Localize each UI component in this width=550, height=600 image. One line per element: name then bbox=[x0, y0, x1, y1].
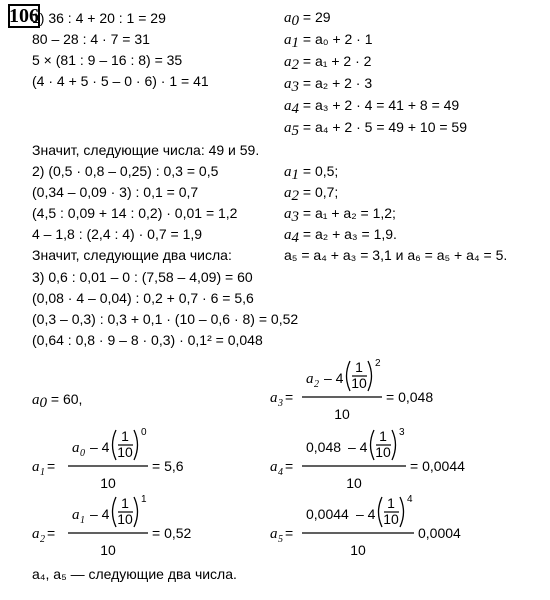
part2-conclusion: Значит, следующие два числа: bbox=[32, 247, 232, 263]
part3-line-2: (0,08 · 4 – 0,04) : 0,2 + 0,7 · 6 = 5,6 bbox=[32, 290, 254, 306]
left-paren bbox=[113, 430, 117, 460]
part1-conclusion: Значит, следующие числа: 49 и 59. bbox=[32, 142, 260, 158]
part3-line-3: (0,3 – 0,3) : 0,3 + 0,1 · (10 – 0,6 · 8) = 0,52 bbox=[32, 311, 299, 327]
part2-seq-2: $a_2 = 0,7$; bbox=[284, 184, 339, 204]
fraction-equals: = bbox=[47, 525, 56, 541]
inner-numerator: 1 bbox=[355, 359, 363, 375]
part2-conclusion-right: a₅ = a₄ + a₃ = 3,1 и a₆ = a₅ + a₄ = 5. bbox=[284, 247, 508, 263]
main-denominator: 10 bbox=[350, 542, 366, 558]
part1-seq-1: $a_1 = a_0 + 2 \cdot 1$ bbox=[284, 31, 373, 51]
part1-seq-2: $a_2 = a_1 + 2 \cdot 2$ bbox=[284, 53, 372, 73]
part1-line-4: (4 · 4 + 5 · 5 – 0 · 6) · 1 = 41 bbox=[32, 73, 209, 89]
part1-seq-3: $a_3 = a_2 + 2 \cdot 3$ bbox=[284, 75, 373, 95]
fraction-lhs-var: a bbox=[270, 526, 278, 542]
right-paren bbox=[134, 430, 138, 460]
fraction-equals: = bbox=[285, 525, 294, 541]
power-exponent: 1 bbox=[141, 494, 147, 505]
fraction-equals: = bbox=[285, 389, 294, 405]
fraction-lhs-index: 5 bbox=[278, 534, 283, 545]
numerator-var: a bbox=[72, 507, 80, 523]
part1-line-3: 5 × (81 : 9 – 16 : 8) = 35 bbox=[32, 52, 183, 68]
numerator-index: 0 bbox=[80, 448, 85, 459]
fraction-equals: = bbox=[47, 458, 56, 474]
fraction-lhs-var: a bbox=[270, 459, 278, 475]
inner-denominator: 10 bbox=[351, 375, 367, 391]
numerator-value: 0,048 bbox=[306, 439, 342, 455]
power-exponent: 3 bbox=[399, 427, 405, 438]
left-paren bbox=[379, 497, 383, 527]
part1-line-2: 80 – 28 : 4 · 7 = 31 bbox=[32, 31, 150, 47]
numerator-minus-four: – 4 bbox=[90, 439, 110, 455]
fraction-lhs-index: 3 bbox=[278, 398, 283, 409]
numerator-var: a bbox=[306, 371, 314, 387]
numerator-index: 2 bbox=[314, 379, 319, 390]
right-paren bbox=[368, 361, 372, 391]
left-paren bbox=[347, 361, 351, 391]
part3-line-4: (0,64 : 0,8 · 9 – 8 · 0,3) · 0,1² = 0,048 bbox=[32, 332, 263, 348]
fraction-result: = 0,0044 bbox=[410, 458, 465, 474]
fraction-lhs-var: a bbox=[270, 390, 278, 406]
left-paren bbox=[371, 430, 375, 460]
part2-line-4: 4 – 1,8 : (2,4 : 4) · 0,7 = 1,9 bbox=[32, 226, 203, 242]
inner-numerator: 1 bbox=[121, 495, 129, 511]
right-paren bbox=[134, 497, 138, 527]
main-denominator: 10 bbox=[334, 406, 350, 422]
part2-seq-4: $a_4 = a_2 + a_3 = 1,9$. bbox=[284, 226, 397, 246]
right-paren bbox=[392, 430, 396, 460]
part1-seq-0: $a_0 = 29$ bbox=[284, 9, 331, 29]
inner-denominator: 10 bbox=[117, 511, 133, 527]
numerator-var: a bbox=[72, 440, 80, 456]
part2-line-1: 2) (0,5 · 0,8 – 0,25) : 0,3 = 0,5 bbox=[32, 163, 219, 179]
fraction-result: 0,0004 bbox=[418, 525, 461, 541]
main-denominator: 10 bbox=[346, 475, 362, 491]
part3-a0: $a_0 = 60$, bbox=[32, 391, 83, 411]
part3-line-1: 3) 0,6 : 0,01 – 0 : (7,58 – 4,09) = 60 bbox=[32, 269, 253, 285]
power-exponent: 2 bbox=[375, 358, 381, 369]
left-paren bbox=[113, 497, 117, 527]
inner-denominator: 10 bbox=[383, 511, 399, 527]
part2-seq-3: $a_3 = a_1 + a_2 = 1,2$; bbox=[284, 205, 396, 225]
fraction-lhs-var: a bbox=[32, 459, 40, 475]
part2-line-3: (4,5 : 0,09 + 14 : 0,2) · 0,01 = 1,2 bbox=[32, 205, 238, 221]
numerator-minus-four: – 4 bbox=[90, 506, 110, 522]
inner-numerator: 1 bbox=[387, 495, 395, 511]
fraction-result: = 0,52 bbox=[152, 525, 192, 541]
part2-line-2: (0,34 – 0,09 · 3) : 0,1 = 0,7 bbox=[32, 184, 199, 200]
power-exponent: 4 bbox=[407, 494, 413, 505]
part2-seq-1: $a_1 = 0,5$; bbox=[284, 163, 339, 183]
inner-numerator: 1 bbox=[121, 428, 129, 444]
inner-numerator: 1 bbox=[379, 428, 387, 444]
numerator-index: 1 bbox=[80, 515, 85, 526]
fraction-result: = 5,6 bbox=[152, 458, 184, 474]
part1-seq-5: $a_5 = a_4 + 2 \cdot 5 = 49 + 10 = 59$ bbox=[284, 119, 468, 139]
inner-denominator: 10 bbox=[375, 444, 391, 460]
right-paren bbox=[400, 497, 404, 527]
fraction-lhs-var: a bbox=[32, 526, 40, 542]
fraction-equals: = bbox=[285, 458, 294, 474]
numerator-minus-four: – 4 bbox=[348, 439, 368, 455]
numerator-minus-four: – 4 bbox=[356, 506, 376, 522]
main-denominator: 10 bbox=[100, 542, 116, 558]
fraction-lhs-index: 2 bbox=[40, 534, 45, 545]
numerator-minus-four: – 4 bbox=[324, 370, 344, 386]
numerator-value: 0,0044 bbox=[306, 506, 349, 522]
part1-seq-4: $a_4 = a_3 + 2 \cdot 4 = 41 + 8 = 49$ bbox=[284, 97, 460, 117]
part3-final: a₄, a₅ — следующие два числа. bbox=[32, 566, 237, 582]
main-denominator: 10 bbox=[100, 475, 116, 491]
fraction-lhs-index: 4 bbox=[278, 467, 283, 478]
fraction-result: = 0,048 bbox=[386, 389, 434, 405]
problem-number: 106 bbox=[9, 5, 39, 27]
fraction-lhs-index: 1 bbox=[40, 467, 45, 478]
inner-denominator: 10 bbox=[117, 444, 133, 460]
part1-line-1: 1) 36 : 4 + 20 : 1 = 29 bbox=[32, 10, 166, 26]
power-exponent: 0 bbox=[141, 427, 147, 438]
